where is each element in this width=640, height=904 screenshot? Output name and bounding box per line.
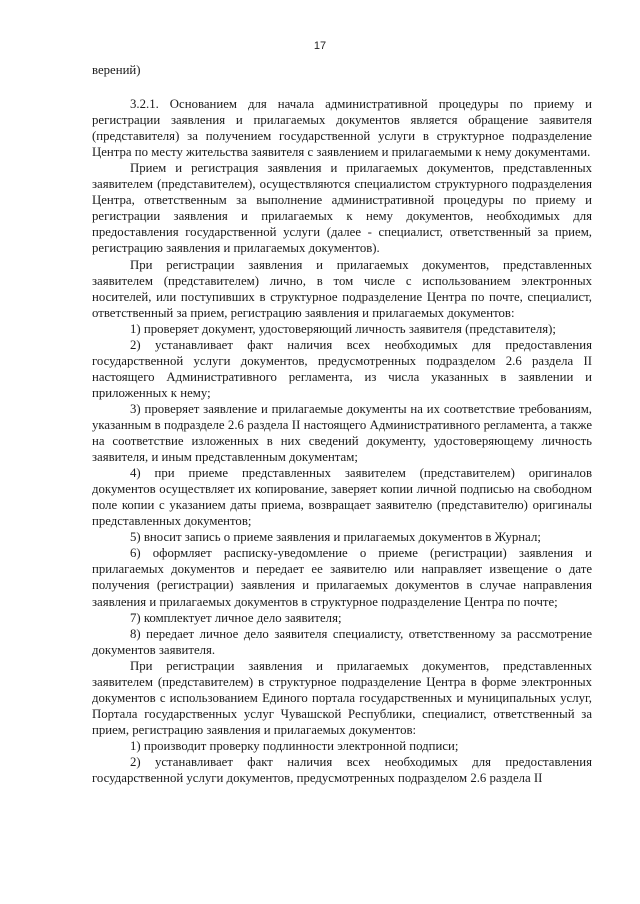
list-item-7-personal-file: 7) комплектует личное дело заявителя; [130, 610, 342, 625]
list-item-6-receipt-notice: 6) оформляет расписку-уведомление о приеме (регистрации) заявления и прилагаемых документов и передает ее заявителю или направляет извещение о дате получения (регистрации) заявления и прилагаемых документов в случае направления заявления и прилагаемых документов в структурное подразделение Центра по почте; [92, 546, 592, 609]
paragraph-electronic-registration: При регистрации заявления и прилагаемых документов, представленных заявителем (представителем) в структурное подразделение Центра в форме электронных документов с использованием Единого портала государственных и муниципальных услуг, Портала государственных услуг Чувашской Республики, специалист, ответственный за прием, регистрацию заявления и прилагаемых документов: [92, 658, 592, 737]
list-item-5-journal-entry: 5) вносит запись о приеме заявления и прилагаемых документов в Журнал; [130, 530, 541, 545]
list-item-4-copy-originals: 4) при приеме представленных заявителем (представителем) оригиналов документов осуществляет их копирование, заверяет копии личной подписью на свободном поле копии с указанием даты приема, возвращает заявителю (представителю) оригиналы представленных документов; [92, 466, 592, 529]
list-item-3-check-requirements: 3) проверяет заявление и прилагаемые документы на их соответствие требованиям, указанным в подразделе 2.6 раздела II настоящего Административного регламента, а также на соответствие изложенных в них сведений документу, удостоверяющему личность заявителя, и иным представленным документам; [92, 401, 592, 465]
paragraph-reception-registration: Прием и регистрация заявления и прилагаемых документов, представленных заявителем (представителем), осуществляются специалистом структурного подразделения Центра, ответственным за выполнение административной процедуры по приему и регистрации заявления и прилагаемых к нему документов, необходимых для предоставления государственной услуги (далее - специалист, ответственный за прием, регистрацию заявления и прилагаемых документов). [92, 161, 592, 256]
body-text [92, 62, 592, 786]
list-item-1-verify-signature: 1) производит проверку подлинности электронной подписи; [130, 738, 459, 753]
paragraph-in-person-registration: При регистрации заявления и прилагаемых документов, представленных заявителем (представителем) лично, в том числе с использованием электронных носителей, или поступивших в структурное подразделение Центра по почте, специалист, ответственный за прием, регистрацию заявления и прилагаемых документов: [92, 257, 592, 320]
list-item-2-documents-present-electronic: 2) устанавливает факт наличия всех необходимых для предоставления государственной услуги документов, предусмотренных подразделом 2.6 раздела II [92, 754, 592, 786]
page-number: 17 [313, 40, 327, 52]
paragraph-continuation: верений) [92, 63, 141, 77]
list-item-8-transfer-file: 8) передает личное дело заявителя специалисту, ответственному за рассмотрение документов заявителя. [92, 626, 592, 657]
list-item-1-check-identity: 1) проверяет документ, удостоверяющий личность заявителя (представителя); [130, 321, 556, 336]
list-item-2-documents-present: 2) устанавливает факт наличия всех необходимых для предоставления государственной услуги документов, предусмотренных подразделом 2.6 раздела II настоящего Административного регламента, из числа указанных в заявлении и приложенных к нему; [92, 337, 592, 400]
paragraph-clause-3-2-1: 3.2.1. Основанием для начала административной процедуры по приему и регистрации заявления и прилагаемых документов является обращение заявителя (представителя) за получением государственной услуги в структурное подразделение Центра по месту жительства заявителя с заявлением и прилагаемыми к нему документами. [92, 97, 592, 160]
